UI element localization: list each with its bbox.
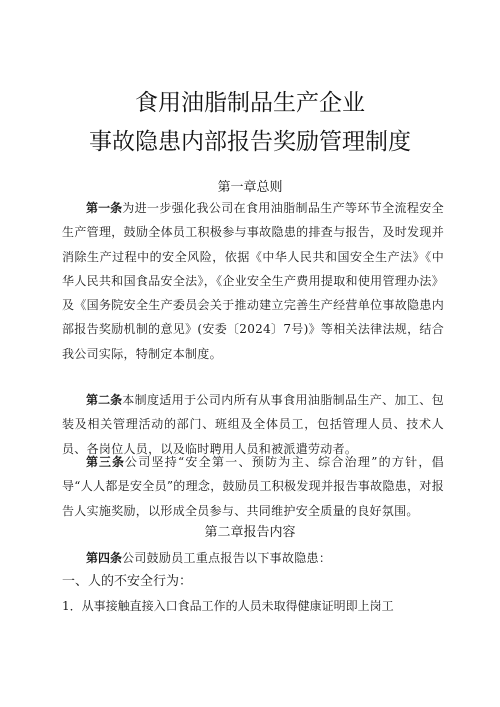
chapter1-heading: 第一章总则 bbox=[217, 180, 283, 195]
article-4-text: 公司鼓励员工重点报告以下事故隐患： bbox=[122, 551, 332, 565]
document-title-line2: 事故隐患内部报告奖励管理制度 bbox=[89, 129, 411, 155]
article-1-label: 第一条 bbox=[86, 201, 123, 215]
article-4 bbox=[62, 546, 444, 570]
article-3 bbox=[62, 450, 444, 523]
article-2-text: 本制度适用于公司内所有从事食用油脂制品生产、加工、包装及相关管理活动的部门、班组及全体员工，包括管理人员、技术人员、各岗位人员，以及临时聘用人员和被派遣劳动者。 bbox=[62, 393, 444, 456]
article-1 bbox=[62, 196, 444, 366]
article-3-text: 公司坚持“安全第一、预防为主、综合治理”的方针，倡导“人人都是安全员”的理念，鼓励员工积极发现并报告事故隐患，对报告人实施奖励，以形成全员参与、共同维护安全质量的良好氛围。 bbox=[62, 455, 444, 518]
article-1-text: 为进一步强化我公司在食用油脂制品生产等环节全流程安全生产管理，鼓励全体员工积极参与事故隐患的排查与报告，及时发现并消除生产过程中的安全风险，依据《中华人民共和国安全生产法》《中华人民共和国食品安全法》，《企业安全生产费用提取和使用管理办法》及《国务院安全生产委员会关于推动建立完善生产经营单位事故隐患内部报告奖励机制的意见》(安委〔2024〕7号)》等相关法律法规，结合我公司实际，特制定本制度。 bbox=[62, 201, 444, 361]
chapter2-heading: 第二章报告内容 bbox=[204, 525, 296, 540]
section-heading-unsafe-behavior: 一、人的不安全行为： bbox=[62, 574, 193, 589]
article-4-label: 第四条 bbox=[86, 551, 123, 565]
document-title-line1: 食用油脂制品生产企业 bbox=[135, 90, 365, 116]
article-3-label: 第三条 bbox=[86, 455, 125, 469]
article-2-label: 第二条 bbox=[86, 393, 123, 407]
list-item-1: 1．从事接触直接入口食品工作的人员未取得健康证明即上岗工 bbox=[62, 599, 394, 613]
